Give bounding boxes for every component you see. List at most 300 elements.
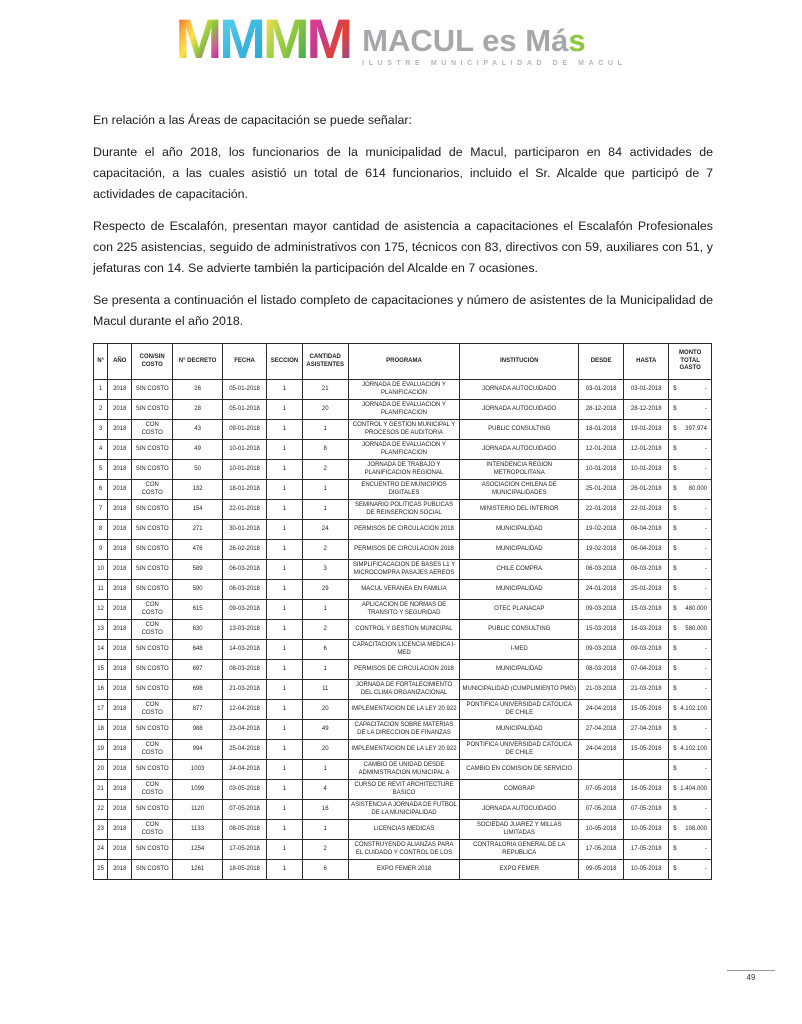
monto-value: -: [705, 405, 707, 412]
cell-decreto: 994: [173, 740, 223, 760]
monto-value: -: [705, 545, 707, 552]
cell-cantidad: 8: [302, 440, 348, 460]
cell-decreto: 877: [173, 700, 223, 720]
cell-n: 2: [94, 400, 108, 420]
currency-symbol: $: [673, 865, 677, 872]
cell-hasta: 12-01-2018: [624, 440, 669, 460]
cell-n: 17: [94, 700, 108, 720]
cell-fecha: 09-01-2018: [223, 420, 267, 440]
table-row: [94, 460, 712, 480]
cell-hasta: 06-04-2018: [624, 520, 669, 540]
cell-seccion: 1: [267, 580, 303, 600]
cell-seccion: 1: [267, 560, 303, 580]
cell-desde: 27-04-2018: [579, 720, 624, 740]
table-header-row: [94, 344, 712, 380]
monto-value: 80.000: [688, 485, 707, 492]
logo-mmmm-icon: [175, 7, 351, 70]
cell-fecha: 12-04-2018: [223, 700, 267, 720]
cell-desde: [579, 760, 624, 780]
cell-institucion: MUNICIPALIDAD: [460, 520, 579, 540]
table-row: [94, 640, 712, 660]
cell-hasta: 22-01-2018: [624, 500, 669, 520]
monto-value: -: [705, 845, 707, 852]
cell-programa: JORNADA DE TRABAJO Y PLANIFICACION REGIONAL: [348, 460, 460, 480]
col-header-institucion: INSTITUCIÓN: [460, 344, 579, 380]
cell-monto: [669, 840, 712, 860]
cell-programa: ASISTENCIA A JORNADA DE FUTBOL DE LA MUNICIPALIDAD: [348, 800, 460, 820]
cell-seccion: 1: [267, 600, 303, 620]
cell-n: 5: [94, 460, 108, 480]
cell-decreto: 1261: [173, 860, 223, 880]
cell-hasta: 07-05-2018: [624, 800, 669, 820]
cell-cantidad: 6: [302, 860, 348, 880]
cell-seccion: 1: [267, 700, 303, 720]
cell-institucion: MINISTERIO DEL INTERIOR: [460, 500, 579, 520]
cell-fecha: 08-03-2018: [223, 660, 267, 680]
col-header-fecha: FECHA: [223, 344, 267, 380]
cell-hasta: 15-05-2016: [624, 700, 669, 720]
cell-institucion: PONTIFICA UNIVERSIDAD CATOLICA DE CHILE: [460, 740, 579, 760]
cell-n: 4: [94, 440, 108, 460]
cell-fecha: 22-01-2018: [223, 500, 267, 520]
cell-seccion: 1: [267, 760, 303, 780]
cell-ano: 2018: [108, 700, 132, 720]
cell-decreto: 1133: [173, 820, 223, 840]
currency-symbol: $: [673, 705, 677, 712]
cell-ano: 2018: [108, 720, 132, 740]
cell-cantidad: 1: [302, 500, 348, 520]
paragraph-escalafon: Respecto de Escalafón, presentan mayor cantidad de asistencia a capacitaciones el Escalafón Profesionales con 225 asistencias, seguido de administrativos con 175, técnicos con 83, directivos con 59, auxiliares con 51, y jefaturas con 14. Se advierte también la participación del Alcalde en 7 ocasiones.: [93, 219, 713, 275]
cell-programa: JORNADA DE EVALUACION Y PLANIFICACION: [348, 380, 460, 400]
currency-symbol: $: [673, 625, 677, 632]
table-row: [94, 740, 712, 760]
logo-m-letter-1: M: [175, 7, 220, 70]
cell-cantidad: 20: [302, 400, 348, 420]
table-row: [94, 660, 712, 680]
cell-costo: SIN COSTO: [132, 400, 173, 420]
cell-monto: [669, 480, 712, 500]
cell-desde: 19-02-2018: [579, 540, 624, 560]
monto-value: -: [705, 565, 707, 572]
cell-ano: 2018: [108, 780, 132, 800]
cell-ano: 2018: [108, 440, 132, 460]
cell-decreto: 630: [173, 620, 223, 640]
table-row: [94, 440, 712, 460]
cell-ano: 2018: [108, 620, 132, 640]
cell-seccion: 1: [267, 660, 303, 680]
logo-text-block: [362, 16, 626, 67]
cell-cantidad: 1: [302, 600, 348, 620]
cell-ano: 2018: [108, 600, 132, 620]
paragraph-listado: Se presenta a continuación el listado completo de capacitaciones y número de asistentes de la Municipalidad de Macul durante el año 2018.: [93, 293, 713, 328]
cell-monto: [669, 500, 712, 520]
cell-seccion: 1: [267, 840, 303, 860]
cell-costo: CON COSTO: [132, 600, 173, 620]
cell-institucion: CAMBIO EN COMISION DE SERVICIO: [460, 760, 579, 780]
cell-cantidad: 4: [302, 780, 348, 800]
cell-programa: IMPLEMENTACION DE LA LEY 20.922: [348, 700, 460, 720]
cell-hasta: 03-01-2018: [624, 380, 669, 400]
logo-subtitle: ILUSTRE MUNICIPALIDAD DE MACUL: [362, 60, 627, 67]
table-row: [94, 480, 712, 500]
cell-seccion: 1: [267, 380, 303, 400]
col-header-ano: AÑO: [108, 344, 132, 380]
cell-institucion: INTENDENCIA REGION METROPOLITANA: [460, 460, 579, 480]
cell-seccion: 1: [267, 680, 303, 700]
cell-costo: SIN COSTO: [132, 540, 173, 560]
cell-desde: 09-03-2018: [579, 600, 624, 620]
cell-fecha: 24-04-2018: [223, 760, 267, 780]
cell-n: 21: [94, 780, 108, 800]
cell-monto: [669, 820, 712, 840]
col-header-desde: DESDE: [579, 344, 624, 380]
table-row: [94, 560, 712, 580]
cell-programa: CONTROL Y GESTION MUNICIPAL: [348, 620, 460, 640]
cell-fecha: 08-05-2018: [223, 820, 267, 840]
cell-decreto: 26: [173, 380, 223, 400]
currency-symbol: $: [673, 465, 677, 472]
cell-desde: 28-12-2018: [579, 400, 624, 420]
currency-symbol: $: [673, 845, 677, 852]
cell-costo: SIN COSTO: [132, 460, 173, 480]
cell-n: 3: [94, 420, 108, 440]
cell-costo: SIN COSTO: [132, 500, 173, 520]
table-header: [94, 344, 712, 380]
cell-monto: [669, 520, 712, 540]
cell-decreto: 697: [173, 660, 223, 680]
cell-monto: [669, 420, 712, 440]
cell-seccion: 1: [267, 640, 303, 660]
cell-seccion: 1: [267, 780, 303, 800]
cell-institucion: MUNICIPALIDAD: [460, 540, 579, 560]
cell-costo: SIN COSTO: [132, 560, 173, 580]
currency-symbol: $: [673, 685, 677, 692]
cell-institucion: JORNADA AUTOCUIDADO: [460, 800, 579, 820]
cell-monto: [669, 560, 712, 580]
cell-hasta: 21-03-2018: [624, 680, 669, 700]
currency-symbol: $: [673, 505, 677, 512]
cell-monto: [669, 860, 712, 880]
cell-institucion: MUNICIPALIDAD (CUMPLIMIENTO PMG): [460, 680, 579, 700]
cell-desde: 18-01-2018: [579, 420, 624, 440]
currency-symbol: $: [673, 785, 677, 792]
cell-hasta: 15-05-2016: [624, 740, 669, 760]
cell-desde: 10-01-2018: [579, 460, 624, 480]
cell-costo: CON COSTO: [132, 480, 173, 500]
monto-value: -: [705, 765, 707, 772]
cell-decreto: 476: [173, 540, 223, 560]
cell-institucion: I-MED: [460, 640, 579, 660]
cell-monto: [669, 640, 712, 660]
logo-m-letter-4: M: [306, 7, 351, 70]
cell-fecha: 09-03-2018: [223, 600, 267, 620]
cell-programa: CONTROL Y GESTION MUNICIPAL Y PROCESOS DE AUDITORIA: [348, 420, 460, 440]
table-row: [94, 720, 712, 740]
cell-cantidad: 29: [302, 580, 348, 600]
cell-costo: CON COSTO: [132, 700, 173, 720]
cell-desde: 07-05-2018: [579, 800, 624, 820]
cell-monto: [669, 380, 712, 400]
cell-cantidad: 1: [302, 760, 348, 780]
monto-value: -: [705, 665, 707, 672]
monto-value: -: [705, 445, 707, 452]
cell-seccion: 1: [267, 620, 303, 640]
table-row: [94, 860, 712, 880]
cell-fecha: 21-03-2018: [223, 680, 267, 700]
monto-value: 580.000: [685, 625, 707, 632]
cell-decreto: 698: [173, 680, 223, 700]
cell-monto: [669, 400, 712, 420]
cell-decreto: 1254: [173, 840, 223, 860]
currency-symbol: $: [673, 825, 677, 832]
cell-hasta: 16-03-2018: [624, 620, 669, 640]
cell-hasta: 19-01-2018: [624, 420, 669, 440]
col-header-programa: PROGRAMA: [348, 344, 460, 380]
cell-cantidad: 6: [302, 640, 348, 660]
cell-programa: PERMISOS DE CIRCULACION 2018: [348, 520, 460, 540]
cell-seccion: 1: [267, 860, 303, 880]
cell-decreto: 589: [173, 560, 223, 580]
cell-n: 12: [94, 600, 108, 620]
cell-institucion: JORNADA AUTOCUIDADO: [460, 400, 579, 420]
cell-seccion: 1: [267, 460, 303, 480]
cell-costo: CON COSTO: [132, 820, 173, 840]
paragraph-participation: Durante el año 2018, los funcionarios de la municipalidad de Macul, participaron en 84 actividades de capacitación, a las cuales asistió un total de 614 funcionarios, incluido el Sr. Alcalde que participó de 7 actividades de capacitación.: [93, 145, 713, 201]
cell-seccion: 1: [267, 520, 303, 540]
cell-cantidad: 2: [302, 620, 348, 640]
cell-desde: 24-04-2018: [579, 700, 624, 720]
cell-hasta: 07-04-2018: [624, 660, 669, 680]
currency-symbol: $: [673, 605, 677, 612]
cell-programa: PERMISOS DE CIRCULACION 2018: [348, 540, 460, 560]
currency-symbol: $: [673, 765, 677, 772]
cell-fecha: 13-03-2018: [223, 620, 267, 640]
cell-cantidad: 2: [302, 540, 348, 560]
cell-hasta: 17-05-2018: [624, 840, 669, 860]
page-number: 49: [727, 970, 775, 982]
cell-decreto: 154: [173, 500, 223, 520]
col-header-cantidad: CANTIDAD ASISTENTES: [302, 344, 348, 380]
currency-symbol: $: [673, 425, 677, 432]
cell-monto: [669, 540, 712, 560]
cell-costo: SIN COSTO: [132, 640, 173, 660]
cell-institucion: MUNICIPALIDAD: [460, 580, 579, 600]
cell-seccion: 1: [267, 420, 303, 440]
cell-costo: CON COSTO: [132, 740, 173, 760]
cell-desde: 17-05-2018: [579, 840, 624, 860]
cell-desde: 09-05-2018: [579, 860, 624, 880]
cell-decreto: 1099: [173, 780, 223, 800]
table-row: [94, 400, 712, 420]
cell-ano: 2018: [108, 420, 132, 440]
table-row: [94, 520, 712, 540]
table-row: [94, 840, 712, 860]
cell-desde: 24-04-2018: [579, 740, 624, 760]
cell-desde: 07-05-2018: [579, 780, 624, 800]
cell-costo: SIN COSTO: [132, 680, 173, 700]
cell-hasta: 28-12-2018: [624, 400, 669, 420]
currency-symbol: $: [673, 725, 677, 732]
cell-decreto: 648: [173, 640, 223, 660]
cell-fecha: 05-01-2018: [223, 400, 267, 420]
cell-desde: 08-03-2018: [579, 660, 624, 680]
cell-decreto: 1120: [173, 800, 223, 820]
cell-cantidad: 2: [302, 840, 348, 860]
cell-institucion: EXPO FEMER: [460, 860, 579, 880]
municipality-logo: [0, 7, 802, 70]
table-row: [94, 700, 712, 720]
cell-monto: [669, 620, 712, 640]
cell-desde: 10-05-2018: [579, 820, 624, 840]
table-row: [94, 760, 712, 780]
cell-ano: 2018: [108, 820, 132, 840]
cell-costo: CON COSTO: [132, 780, 173, 800]
cell-ano: 2018: [108, 760, 132, 780]
cell-institucion: JORNADA AUTOCUIDADO: [460, 380, 579, 400]
currency-symbol: $: [673, 585, 677, 592]
cell-n: 7: [94, 500, 108, 520]
cell-monto: [669, 760, 712, 780]
cell-desde: 15-03-2018: [579, 620, 624, 640]
cell-desde: 06-03-2018: [579, 560, 624, 580]
cell-hasta: 09-03-2018: [624, 640, 669, 660]
cell-ano: 2018: [108, 500, 132, 520]
cell-desde: 25-01-2018: [579, 480, 624, 500]
cell-ano: 2018: [108, 640, 132, 660]
cell-fecha: 18-01-2018: [223, 480, 267, 500]
cell-costo: SIN COSTO: [132, 520, 173, 540]
cell-desde: 19-02-2018: [579, 520, 624, 540]
cell-programa: CURSO DE REVIT ARCHITECTURE BASICO: [348, 780, 460, 800]
cell-institucion: PUBLIC CONSULTING: [460, 620, 579, 640]
cell-ano: 2018: [108, 400, 132, 420]
cell-monto: [669, 680, 712, 700]
cell-decreto: 590: [173, 580, 223, 600]
cell-n: 6: [94, 480, 108, 500]
cell-programa: MACUL VERANEA EN FAMILIA: [348, 580, 460, 600]
cell-hasta: 06-04-2018: [624, 540, 669, 560]
cell-n: 24: [94, 840, 108, 860]
table-row: [94, 380, 712, 400]
monto-value: -: [705, 725, 707, 732]
monto-value: 480.000: [685, 605, 707, 612]
cell-hasta: 25-01-2018: [624, 580, 669, 600]
cell-ano: 2018: [108, 860, 132, 880]
col-header-monto: MONTO TOTAL GASTO: [669, 344, 712, 380]
cell-programa: IMPLEMENTACION DE LA LEY 20.922: [348, 740, 460, 760]
cell-institucion: MUNICIPALIDAD: [460, 720, 579, 740]
cell-programa: CAPACITACION SOBRE MATERIAS DE LA DIRECCION DE FINANZAS: [348, 720, 460, 740]
cell-desde: 21-03-2018: [579, 680, 624, 700]
cell-programa: EXPO FEMER 2018: [348, 860, 460, 880]
currency-symbol: $: [673, 405, 677, 412]
cell-cantidad: 11: [302, 680, 348, 700]
cell-decreto: 271: [173, 520, 223, 540]
monto-value: -: [705, 385, 707, 392]
cell-ano: 2018: [108, 800, 132, 820]
cell-monto: [669, 580, 712, 600]
cell-costo: CON COSTO: [132, 420, 173, 440]
document-content: [93, 110, 713, 880]
monto-value: 397.974: [685, 425, 707, 432]
cell-costo: CON COSTO: [132, 620, 173, 640]
cell-n: 13: [94, 620, 108, 640]
cell-costo: SIN COSTO: [132, 580, 173, 600]
monto-value: -: [705, 865, 707, 872]
cell-cantidad: 20: [302, 700, 348, 720]
cell-decreto: 615: [173, 600, 223, 620]
cell-monto: [669, 660, 712, 680]
monto-value: -: [705, 805, 707, 812]
cell-desde: 22-01-2018: [579, 500, 624, 520]
cell-ano: 2018: [108, 540, 132, 560]
cell-institucion: PUBLIC CONSULTING: [460, 420, 579, 440]
cell-fecha: 07-05-2018: [223, 800, 267, 820]
cell-n: 15: [94, 660, 108, 680]
cell-fecha: 26-02-2018: [223, 540, 267, 560]
cell-monto: [669, 700, 712, 720]
cell-monto: [669, 740, 712, 760]
cell-costo: SIN COSTO: [132, 660, 173, 680]
cell-cantidad: 1: [302, 420, 348, 440]
cell-seccion: 1: [267, 740, 303, 760]
cell-cantidad: 21: [302, 380, 348, 400]
currency-symbol: $: [673, 745, 677, 752]
cell-ano: 2018: [108, 520, 132, 540]
cell-ano: 2018: [108, 660, 132, 680]
logo-title-mid: es Má: [473, 23, 569, 58]
cell-institucion: JORNADA AUTOCUIDADO: [460, 440, 579, 460]
cell-cantidad: 1: [302, 480, 348, 500]
currency-symbol: $: [673, 545, 677, 552]
cell-n: 11: [94, 580, 108, 600]
cell-desde: 09-03-2018: [579, 640, 624, 660]
cell-fecha: 05-01-2018: [223, 380, 267, 400]
currency-symbol: $: [673, 645, 677, 652]
cell-monto: [669, 460, 712, 480]
currency-symbol: $: [673, 525, 677, 532]
logo-title-main: MACUL: [362, 23, 474, 58]
cell-decreto: 988: [173, 720, 223, 740]
cell-programa: CAPACITACION LICENCIA MEDICA I-MED: [348, 640, 460, 660]
monto-value: -: [705, 505, 707, 512]
monto-value: -: [705, 585, 707, 592]
cell-costo: SIN COSTO: [132, 440, 173, 460]
cell-fecha: 10-01-2018: [223, 460, 267, 480]
table-row: [94, 540, 712, 560]
cell-fecha: 30-01-2018: [223, 520, 267, 540]
currency-symbol: $: [673, 445, 677, 452]
cell-programa: APLICACION DE NORMAS DE TRANSITO Y SEGURIDAD: [348, 600, 460, 620]
logo-m-letter-3: M: [262, 7, 307, 70]
cell-costo: SIN COSTO: [132, 760, 173, 780]
cell-cantidad: 3: [302, 560, 348, 580]
col-header-n: N°: [94, 344, 108, 380]
cell-programa: JORNADA DE EVALUACION Y PLANIFICACION: [348, 400, 460, 420]
cell-decreto: 1003: [173, 760, 223, 780]
cell-hasta: 26-01-2018: [624, 480, 669, 500]
cell-decreto: 132: [173, 480, 223, 500]
monto-value: -: [705, 525, 707, 532]
cell-fecha: 14-03-2018: [223, 640, 267, 660]
cell-seccion: 1: [267, 500, 303, 520]
table-row: [94, 800, 712, 820]
cell-institucion: MUNICIPALIDAD: [460, 660, 579, 680]
cell-seccion: 1: [267, 800, 303, 820]
cell-monto: [669, 800, 712, 820]
cell-seccion: 1: [267, 820, 303, 840]
cell-n: 10: [94, 560, 108, 580]
